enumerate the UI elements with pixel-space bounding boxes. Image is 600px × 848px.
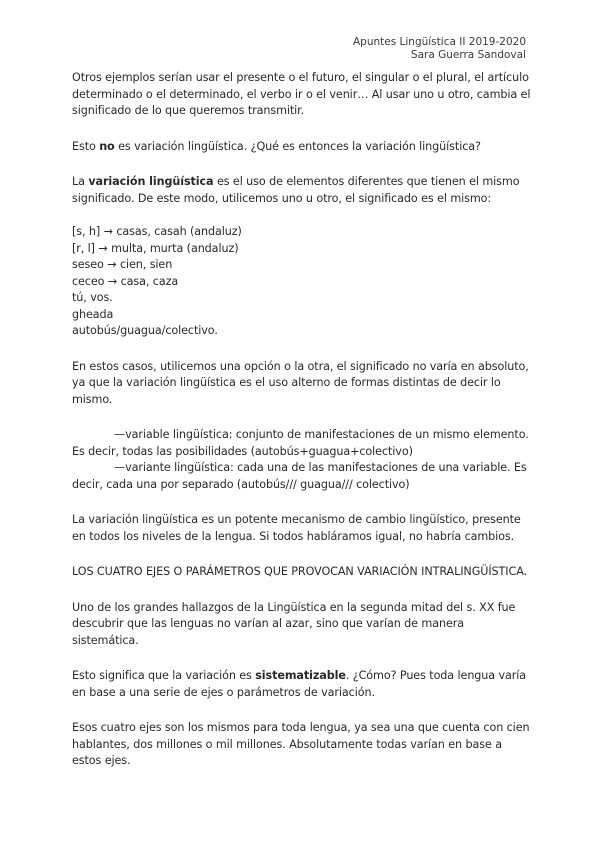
paragraph-not-variation: Esto no es variación lingüística. ¿Qué es entonces la variación lingüística? (72, 139, 481, 153)
list-item: [r, l] → multa, murta (andaluz) (72, 241, 239, 255)
list-item: tú, vos. (72, 291, 113, 304)
bold-sistematizable: sistematizable (255, 669, 346, 682)
paragraph-axes: Esos cuatro ejes son los mismos para toda lengua, ya sea una que cuenta con cien hablantes, dos millones o mil millones. Absolutamente todas varían en base a estos ejes. (72, 721, 530, 767)
list-item: autobús/guagua/colectivo. (72, 324, 218, 337)
page-header (353, 36, 526, 62)
document-body (72, 70, 532, 770)
definition-variante: —variante lingüística: cada una de las manifestaciones de una variable. Es decir, cada una por separado (autobús/// guagua/// colectivo) (72, 461, 527, 491)
examples-list (72, 224, 532, 340)
paragraph-definition: La variación lingüística es el uso de elementos diferentes que tienen el mismo significado. De este modo, utilicemos uno u otro, el significado es el mismo: (72, 175, 520, 205)
paragraph-no-change: En estos casos, utilicemos una opción o la otra, el significado no varía en absoluto, ya que la variación lingüística es el uso alterno de formas distintas de decir lo mismo. (72, 359, 529, 406)
definition-variable: —variable lingüística: conjunto de manifestaciones de un mismo elemento. Es decir, todas las posibilidades (autobús+guagua+colectivo) (72, 428, 529, 458)
paragraph-findings: Uno de los grandes hallazgos de la Lingüística en la segunda mitad del s. XX fue descubrir que las lenguas no varían al azar, sino que varían de manera sistemática. (72, 600, 516, 647)
list-item: [s, h] → casas, casah (andaluz) (72, 225, 242, 238)
paragraph-systematizable: Esto significa que la variación es sistematizable. ¿Cómo? Pues toda lengua varía en base a una serie de ejes o parámetros de variación. (72, 669, 527, 699)
paragraph-mechanism: La variación lingüística es un potente mecanismo de cambio lingüístico, presente en todos los niveles de la lengua. Si todos habláramos igual, no habría cambios. (72, 513, 521, 543)
list-item: ceceo → casa, caza (72, 274, 179, 288)
list-item: seseo → cien, sien (72, 258, 173, 271)
header-author: Sara Guerra Sandoval (410, 49, 526, 61)
bold-variacion-linguistica: variación lingüística (88, 175, 214, 188)
header-course: Apuntes Lingüística II 2019-2020 (352, 36, 526, 48)
list-item: gheada (72, 307, 114, 321)
bold-no: no (99, 139, 115, 153)
paragraph-examples-intro: Otros ejemplos serían usar el presente o el futuro, el singular o el plural, el artículo determinado o el determinado, el verbo ir o el venir… Al usar uno u otro, cambia el significado de lo que queremos transmitir. (72, 71, 531, 117)
section-heading: LOS CUATRO EJES O PARÁMETROS QUE PROVOCAN VARIACIÓN INTRALINGÜÍSTICA. (72, 565, 528, 578)
